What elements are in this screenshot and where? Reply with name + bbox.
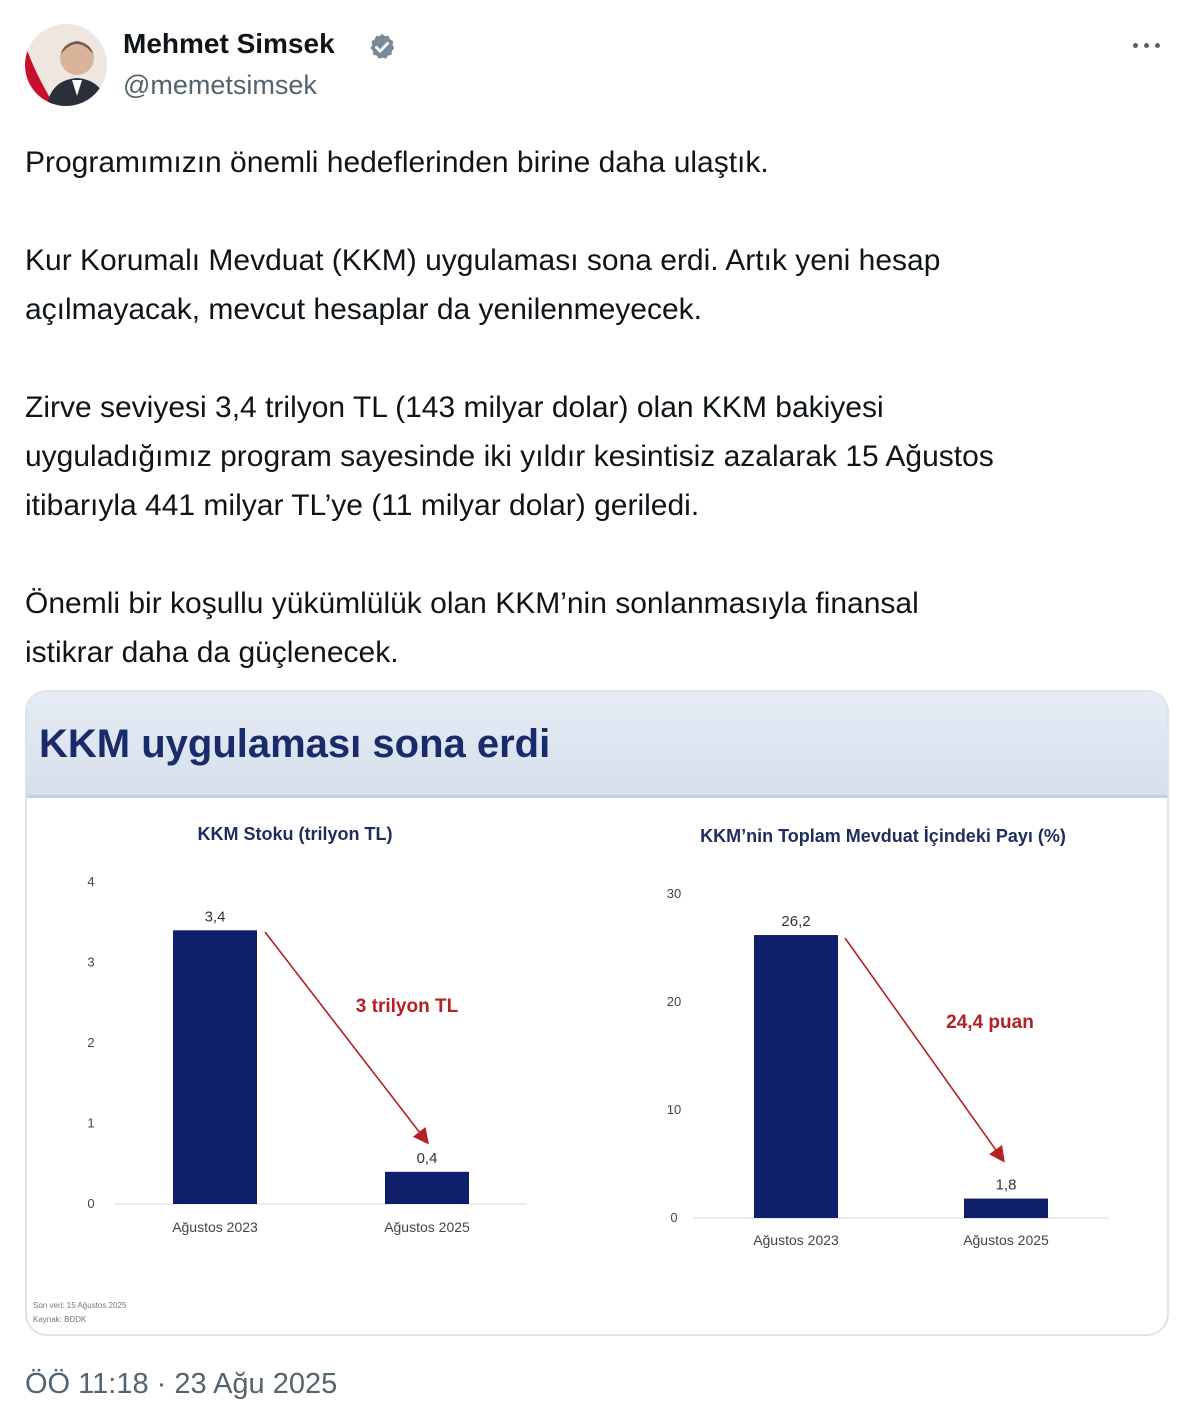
media-title: KKM uygulaması sona erdi xyxy=(39,722,551,766)
y-tick-label: 20 xyxy=(666,994,682,1009)
more-horizontal-icon xyxy=(1133,43,1138,48)
bar xyxy=(754,935,838,1218)
y-tick-label: 4 xyxy=(87,874,95,889)
author-name[interactable]: Mehmet Simsek xyxy=(123,28,335,59)
verified-badge-icon xyxy=(367,32,397,62)
avatar[interactable] xyxy=(25,24,107,106)
tweet-paragraph: Zirve seviyesi 3,4 trilyon TL (143 milyar dolar) olan KKM bakiyesi uyguladığımız program sayesinde iki yıldır kesintisiz azalarak 15 Ağustos itibarıyla 441 milyar TL’ye (11 milyar dolar) geriledi. xyxy=(25,391,994,522)
category-label: Ağustos 2025 xyxy=(384,1219,470,1235)
decline-annotation: 24,4 puan xyxy=(946,1012,1034,1033)
tweet-paragraph: Programımızın önemli hedeflerinden birine daha ulaştık. xyxy=(25,146,769,179)
decline-annotation: 3 trilyon TL xyxy=(355,996,459,1017)
y-tick-label: 30 xyxy=(666,886,682,901)
tweet-media-image[interactable] xyxy=(25,690,1169,1336)
tweet-timestamp[interactable]: ÖÖ 11:18 · 23 Ağu 2025 xyxy=(25,1368,338,1400)
category-label: Ağustos 2025 xyxy=(963,1232,1049,1248)
chart-title: KKM Stoku (trilyon TL) xyxy=(197,824,393,844)
bar-value-label: 26,2 xyxy=(781,913,811,931)
tweet-paragraph: Kur Korumalı Mevduat (KKM) uygulaması sona erdi. Artık yeni hesap açılmayacak, mevcut hesaplar da yenilenmeyecek. xyxy=(25,244,941,326)
decline-arrow xyxy=(845,938,1003,1160)
bar-value-label: 3,4 xyxy=(204,908,226,926)
chart-title: KKM’nin Toplam Mevduat İçindeki Payı (%) xyxy=(700,826,1066,846)
more-options-button[interactable] xyxy=(1127,30,1167,60)
category-label: Ağustos 2023 xyxy=(172,1219,258,1235)
bar-value-label: 1,8 xyxy=(995,1176,1017,1194)
more-dot xyxy=(1144,43,1149,48)
bar xyxy=(385,1172,469,1204)
y-tick-label: 3 xyxy=(87,954,95,970)
bar xyxy=(173,930,257,1204)
more-dot xyxy=(1155,43,1160,48)
y-tick-label: 2 xyxy=(87,1035,95,1050)
y-tick-label: 1 xyxy=(87,1115,95,1131)
profile-photo xyxy=(25,24,107,106)
tweet-header xyxy=(25,24,1175,110)
footnote-source: Kaynak: BDDK xyxy=(33,1315,87,1324)
tweet-text xyxy=(25,138,1175,726)
y-tick-label: 10 xyxy=(666,1102,682,1117)
category-label: Ağustos 2023 xyxy=(753,1232,839,1248)
footnote-source-date: Son veri: 15 Ağustos 2025 xyxy=(33,1301,127,1310)
decline-arrow xyxy=(265,932,427,1142)
bar-value-label: 0,4 xyxy=(416,1149,438,1167)
author-handle[interactable]: @memetsimsek xyxy=(123,70,317,100)
bar xyxy=(964,1199,1048,1218)
y-tick-label: 0 xyxy=(670,1210,678,1225)
y-tick-label: 0 xyxy=(87,1196,95,1211)
tweet-paragraph: Önemli bir koşullu yükümlülük olan KKM’nin sonlanmasıyla finansal istikrar daha da güçlenecek. xyxy=(25,587,919,669)
charts-area xyxy=(27,692,1167,1334)
